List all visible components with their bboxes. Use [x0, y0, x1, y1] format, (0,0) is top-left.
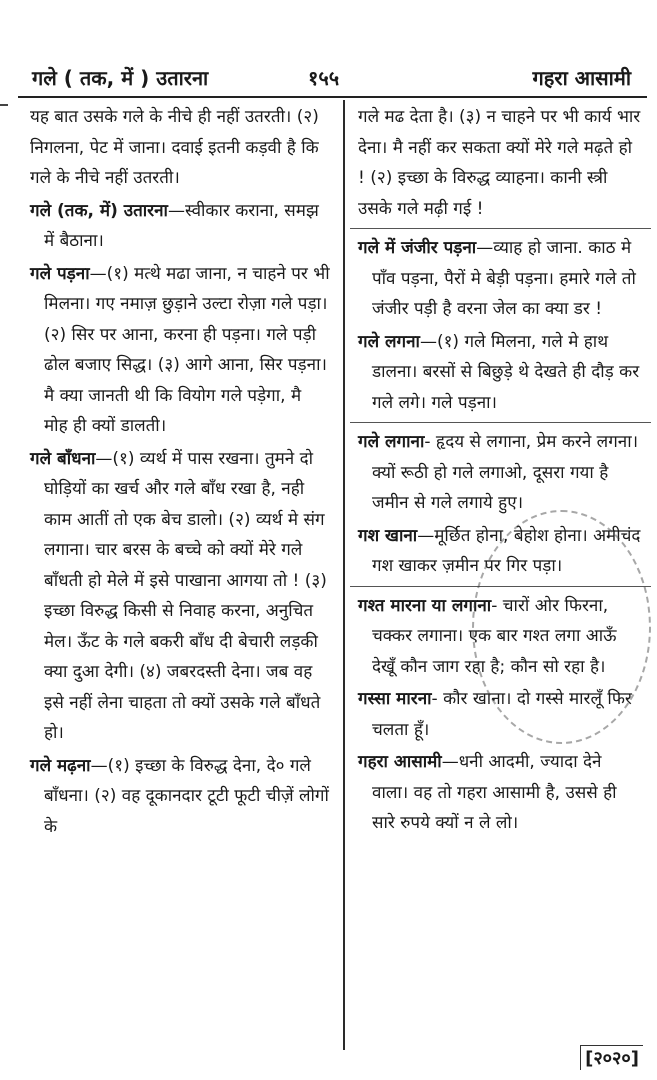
entry-definition: —धनी आदमी, ज्यादा देने वाला। वह तो गहरा आसामी है, उससे ही सारे रुपये क्यों न ले लो।: [372, 752, 617, 833]
entry-separator: [350, 586, 651, 587]
entry-headword: गले मढ़ना: [30, 755, 91, 776]
entry-definition: —(१) व्यर्थ में पास रखना। तुमने दो घोड़ियों का खर्च और गले बाँध रखा है, नही काम आतीं तो एक बेच डालो। (२) व्यर्थ मे संग लगाना। चार बरस के बच्चे को क्यों मेरे गले बाँधती हो मेले में इसे पाखाना आगया तो ! (३) इच्छा विरुद्ध किसी से निवाह करना, अनुचित मेल। ऊँट के गले बकरी बाँध दी बेचारी लड़की क्या दुआ देगी। (४) जबरदस्ती देना। जब वह इसे नहीं लेना चाहता तो क्यों उसके गले बाँधते हो।: [44, 448, 327, 743]
dictionary-entry: [358, 233, 643, 325]
dictionary-entry: [30, 444, 330, 749]
entry-definition: —मूर्छित होना, बेहोश होना। अमीचंद गश खाकर ज़मीन पर गिर पड़ा।: [372, 525, 641, 576]
dictionary-entry: [358, 747, 643, 839]
entry-definition: गले मढ देता है। (३) न चाहने पर भी कार्य भार देना। मै नहीं कर सकता क्यों मेरे गले मढ़ते हो ! (२) इच्छा के विरुद्ध व्याहना। कानी स्त्री उसके गले मढ़ी गई !: [358, 107, 641, 219]
entry-separator: [350, 228, 651, 229]
entry-headword: गहरा आसामी: [358, 752, 442, 772]
entry-headword: गश्त मारना या लगाना: [358, 595, 492, 616]
header-left-headword: गले ( तक, में ) उतारना: [32, 66, 209, 90]
entry-definition: - कौर खाना। दो गस्से मारलूँ फिर चलता हूँ।: [372, 689, 632, 740]
entry-headword: गले लगाना: [358, 432, 425, 452]
dictionary-entry: [358, 521, 643, 582]
entry-headword: गस्सा मारना: [358, 689, 432, 709]
entry-headword: गले में जंजीर पड़ना: [358, 238, 477, 258]
left-column: [30, 102, 330, 844]
dictionary-entry: [358, 102, 643, 224]
dictionary-entry: [30, 751, 330, 843]
entry-definition: यह बात उसके गले के नीचे ही नहीं उतरती। (२) निगलना, पेट में जाना। दवाई इतनी कड़वी है कि गले के नीचे नहीं उतरती।: [30, 107, 319, 188]
running-header: [24, 60, 641, 94]
entry-definition: - चारों ओर फिरना, चक्कर लगाना। एक बार गश्त लगा आऊँ देखूँ कौन जाग रहा है; कौन सो रहा है।: [372, 595, 617, 677]
dictionary-entry: [358, 427, 643, 519]
entry-headword: गले पड़ना: [30, 263, 90, 284]
dictionary-entry: [30, 196, 330, 257]
header-right-headword: गहरा आसामी: [532, 66, 631, 90]
entry-separator: [350, 422, 651, 423]
entry-definition: —(१) गले मिलना, गले मे हाथ डालना। बरसों से बिछुड़े थे देखते ही दौड़ कर गले लगे। गले पड़ना।: [372, 331, 640, 413]
entry-headword: गश खाना: [358, 525, 418, 546]
entry-definition: - हृदय से लगाना, प्रेम करने लगना। क्यों रूठी हो गले लगाओ, दूसरा गया है जमीन से गले लगाये हुए।: [372, 432, 639, 513]
dictionary-entry: [358, 591, 643, 683]
dictionary-entry: [358, 684, 643, 745]
header-rule: [18, 96, 647, 98]
column-divider: [343, 100, 345, 1050]
dictionary-entry: [30, 102, 330, 194]
entry-headword: गले लगना: [358, 331, 420, 352]
page-number: १५५: [308, 66, 340, 90]
page-code: [२०२०]: [580, 1045, 643, 1070]
entry-definition: —(१) मत्थे मढा जाना, न चाहने पर भी मिलना। गए नमाज़ छुड़ाने उल्टा रोज़ा गले पड़ा। (२) सिर पर आना, करना ही पड़ना। गले पड़ी ढोल बजाए सिद्ध। (३) आगे आना, सिर पड़ना। मै क्या जानती थी कि वियोग गले पड़ेगा, मै मोह ही क्यों डालती।: [44, 263, 330, 436]
dictionary-entry: [358, 327, 643, 419]
margin-mark: [0, 104, 8, 106]
entry-definition: —(१) इच्छा के विरुद्ध देना, दे० गले बाँधना। (२) वह दूकानदार टूटी फूटी चीज़ें लोगों के: [44, 755, 329, 837]
right-column: [358, 102, 643, 841]
entry-definition: —स्वीकार कराना, समझ में बैठाना।: [44, 200, 319, 251]
entry-headword: गले (तक, में) उतारना: [30, 200, 168, 221]
entry-headword: गले बाँधना: [30, 448, 96, 469]
entry-definition: —व्याह हो जाना. काठ मे पाँव पड़ना, पैरों मे बेड़ी पड़ना। हमारे गले तो जंजीर पड़ी है वरना जेल का क्या डर !: [372, 238, 636, 319]
dictionary-entry: [30, 259, 330, 442]
